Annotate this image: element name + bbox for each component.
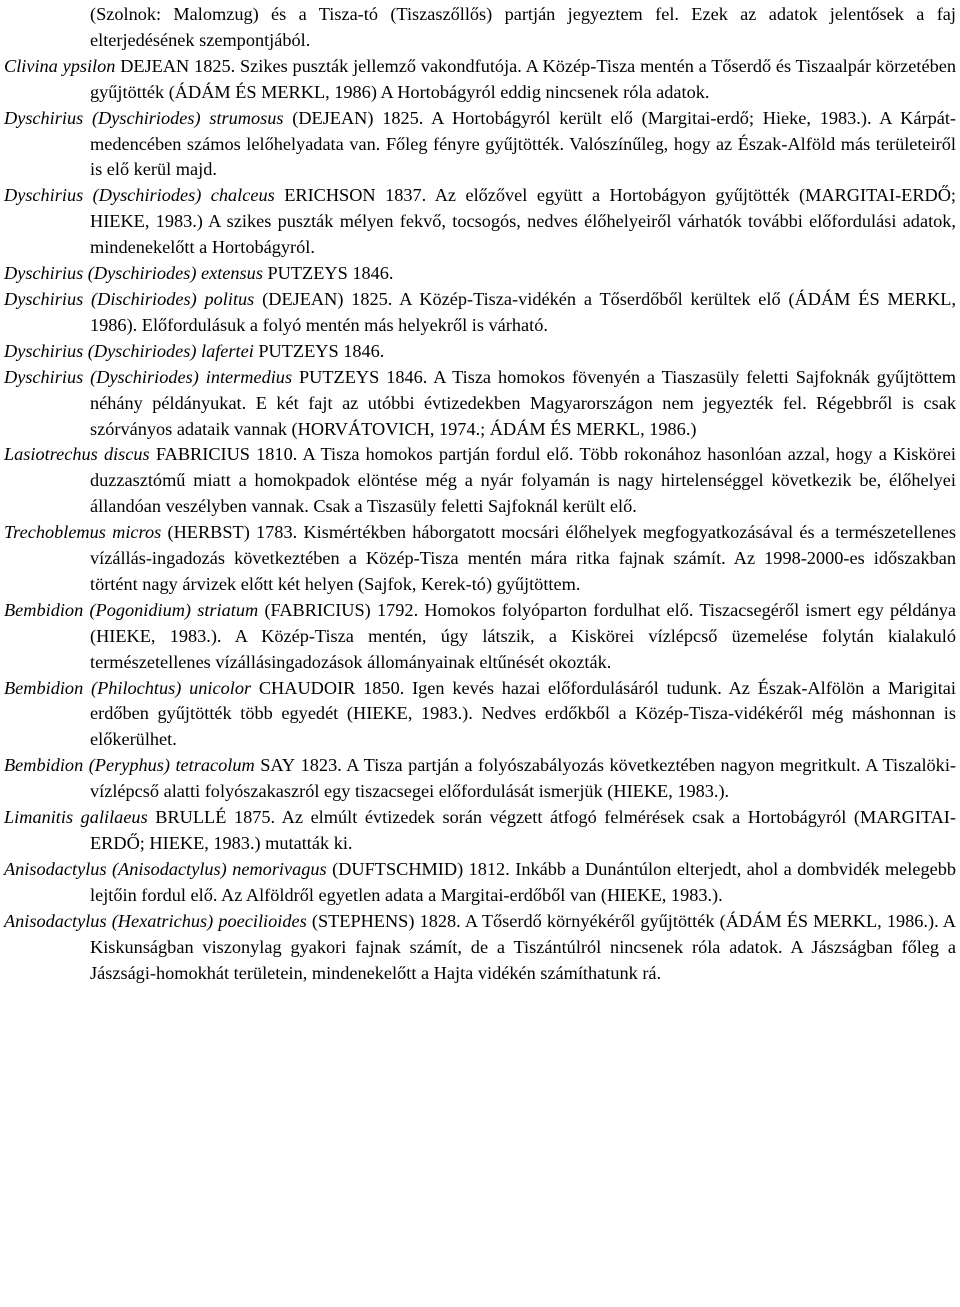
species-year: ) 1825. — [337, 288, 393, 309]
species-author: SAY — [260, 755, 296, 776]
species-author: FABRICIUS — [270, 599, 365, 620]
species-author: PUTZEYS — [299, 366, 380, 387]
entry-text: Az elmúlt évtizedek során végzett átfogó felmérések csak a Hortobágyról (MARGITAI-ERDŐ; HIEKE, 1983.) mutatták ki. — [90, 807, 956, 853]
species-name: Dyschirius (Dyschiriodes) strumosus — [4, 107, 284, 128]
species-name: Anisodactylus (Hexatrichus) poecilioides — [4, 910, 307, 931]
species-name: Dyschirius (Dyschiriodes) lafertei — [4, 340, 254, 361]
species-year: 1846. — [386, 366, 428, 387]
species-entry — [4, 676, 956, 754]
species-entry — [4, 909, 956, 987]
species-entry — [4, 520, 956, 598]
species-entry — [4, 106, 956, 184]
species-entry — [4, 857, 956, 909]
species-author: PUTZEYS — [258, 340, 339, 361]
species-name: Anisodactylus (Anisodactylus) nemorivagus — [4, 858, 327, 879]
species-author: BRULLÉ — [155, 807, 227, 828]
species-name: Dyschirius (Dyschiriodes) extensus — [4, 263, 263, 284]
species-entry — [4, 183, 956, 261]
species-name: Clivina ypsilon — [4, 55, 116, 76]
species-author: DEJEAN — [298, 107, 368, 128]
entry-text: Az előzővel együtt a Hortobágyon gyűjtötték (MARGITAI-ERDŐ; HIEKE, 1983.) A szikes puszták mélyen fekvő, tocsogós, nedves élőhelyeiről várhatók további előfordulási adatok, mindenekelőtt a Hortobágyról. — [90, 185, 957, 258]
species-author: FABRICIUS — [155, 444, 250, 465]
author-paren-open: ( — [311, 910, 318, 931]
species-year: ) 1783. — [243, 522, 298, 543]
species-year: 1825. — [194, 55, 236, 76]
species-author: DEJEAN — [268, 288, 338, 309]
species-entry — [4, 753, 956, 805]
entry-text: Homokos folyóparton fordulhat elő. Tiszacsegéről ismert egy példánya (HIEKE, 1983.). A Közép-Tisza mentén, úgy látszik, a Kiskörei vízlépcső üzemelése folytán kialakuló természetellenes vízállásingadozások állományainak eltűnését okozták. — [90, 599, 956, 672]
species-year: ) 1825. — [367, 107, 424, 128]
species-entry — [4, 365, 956, 443]
species-year: 1810. — [256, 444, 298, 465]
entry-text: A Tisza partján a folyószabályozás következtében nagyon megritkult. A Tiszalöki-vízlépcső alatti folyószakaszról egy tiszacsegei előfordulását ismerjük (HIEKE, 1983.). — [90, 755, 956, 802]
species-name: Bembidion (Peryphus) tetracolum — [4, 755, 255, 776]
entry-text: A Tisza homokos partján fordul elő. Több rokonához hasonlóan azzal, hogy a Kiskörei duzzasztómű miatt a homokpadok elöntése még a nyár folyamán is nagy hirtelenséggel következik be, élőhelyei állandóan veszélyben vannak. Csak a Tiszasüly feletti Sajfoknál került elő. — [90, 444, 956, 517]
species-year: 1846. — [343, 340, 385, 361]
species-author: CHAUDOIR — [258, 677, 356, 698]
species-name: Bembidion (Philochtus) unicolor — [4, 677, 252, 698]
entry-text: Kismértékben háborgatott mocsári élőhelyek megfogyatkozásával és a természetellenes vízállás-ingadozás következtében a Közép-Tisza mentén mára ritka fajnak számít. Az 1998-2000-es időszakban történt nagy árvizek előtt két helyen (Sajfok, Kerek-tó) gyűjtöttem. — [90, 522, 957, 594]
entry-text: A Tőserdő környékéről gyűjtötték (ÁDÁM ÉS MERKL, 1986.). A Kiskunságban viszonylag gyakori fajnak számít, de a Tiszántúlról nincsenek róla adatok. A Jászságban főleg a Jászsági-homokhát területein, mindenekelőtt a Hajta vidékén számíthatunk rá. — [90, 910, 956, 983]
species-author: STEPHENS — [317, 910, 409, 931]
species-entry — [4, 339, 956, 365]
species-entry — [4, 261, 956, 287]
continuation-paragraph — [4, 2, 956, 54]
species-year: ) 1812. — [457, 858, 510, 879]
entry-text: A Hortobágyról került elő (Margitai-erdő; Hieke, 1983.). A Kárpát-medencében számos lelőhelyadata van. Főleg fényre gyűjtötték. Valószínűleg, hogy az Észak-Alföld más területeiről is elő kerül majd. — [90, 107, 956, 180]
species-year: 1837. — [385, 185, 427, 206]
species-year: ) 1792. — [364, 599, 419, 620]
species-name: Lasiotrechus discus — [4, 444, 150, 465]
author-paren-open: ( — [264, 599, 271, 620]
author-paren-open: ( — [332, 858, 339, 879]
species-name: Dyschirius (Dyschiriodes) chalceus — [4, 185, 275, 206]
species-author: DUFTSCHMID — [338, 858, 458, 879]
entry-text: Inkább a Dunántúlon elterjedt, ahol a dombvidék melegebb lejtőin fordul elő. Az Alföldről egyetlen adata a Margitai-erdőből van (HIEKE, 1983.). — [90, 858, 957, 905]
entry-text: A Közép-Tisza-vidékén a Tőserdőből kerültek elő (ÁDÁM ÉS MERKL, 1986). Előfordulásuk a folyó mentén más helyekről is várható. — [90, 288, 957, 335]
entry-text: (Szolnok: Malomzug) és a Tisza-tó (Tiszaszőllős) partján jegyeztem fel. Ezek az adatok jelentősek a faj elterjedésének szempontjából. — [90, 4, 956, 50]
entry-text: Szikes puszták jellemző vakondfutója. A Közép-Tisza mentén a Tőserdő és Tiszaalpár körzetében gyűjtötték (ÁDÁM ÉS MERKL, 1986) A Hortobágyról eddig nincsenek róla adatok. — [90, 55, 956, 102]
species-year: 1850. — [363, 677, 405, 698]
species-author: HERBST — [173, 522, 244, 543]
species-name: Bembidion (Pogonidium) striatum — [4, 599, 259, 620]
species-name: Dyschirius (Dischiriodes) politus — [4, 288, 255, 309]
species-year: 1846. — [352, 263, 394, 284]
species-author: ERICHSON — [284, 185, 376, 206]
species-year: ) 1828. — [408, 910, 461, 931]
species-entry — [4, 805, 956, 857]
entry-text: A Tisza homokos fövenyén a Tiaszasüly feletti Sajfoknák gyűjtöttem néhány példányukat. E két fajt az utóbbi évtizedekben Magyarországon nem jegyezték fel. Régebbről is csak szórványos adataik vannak (HORVÁTOVICH, 1974.; ÁDÁM ÉS MERKL, 1986.) — [90, 366, 956, 439]
species-name: Trechoblemus micros — [4, 522, 162, 543]
species-entry — [4, 287, 956, 339]
species-entry — [4, 442, 956, 520]
species-author: DEJEAN — [120, 55, 190, 76]
author-paren-open: ( — [292, 107, 299, 128]
species-name: Dyschirius (Dyschiriodes) intermedius — [4, 366, 293, 387]
species-entry — [4, 598, 956, 676]
author-paren-open: ( — [262, 288, 269, 309]
species-entry — [4, 54, 956, 106]
author-paren-open: ( — [167, 522, 174, 543]
species-year: 1823. — [300, 755, 342, 776]
species-author: PUTZEYS — [267, 263, 348, 284]
species-name: Limanitis galilaeus — [4, 807, 148, 828]
species-year: 1875. — [233, 807, 276, 828]
entry-text: Igen kevés hazai előfordulásáról tudunk. Az Észak-Alfölön a Marigitai erdőben gyűjtötték több egyedét (HIEKE, 1983.). Nedves erdőkből a Közép-Tisza-vidékéről még máshonnan is előkerülhet. — [90, 677, 956, 750]
